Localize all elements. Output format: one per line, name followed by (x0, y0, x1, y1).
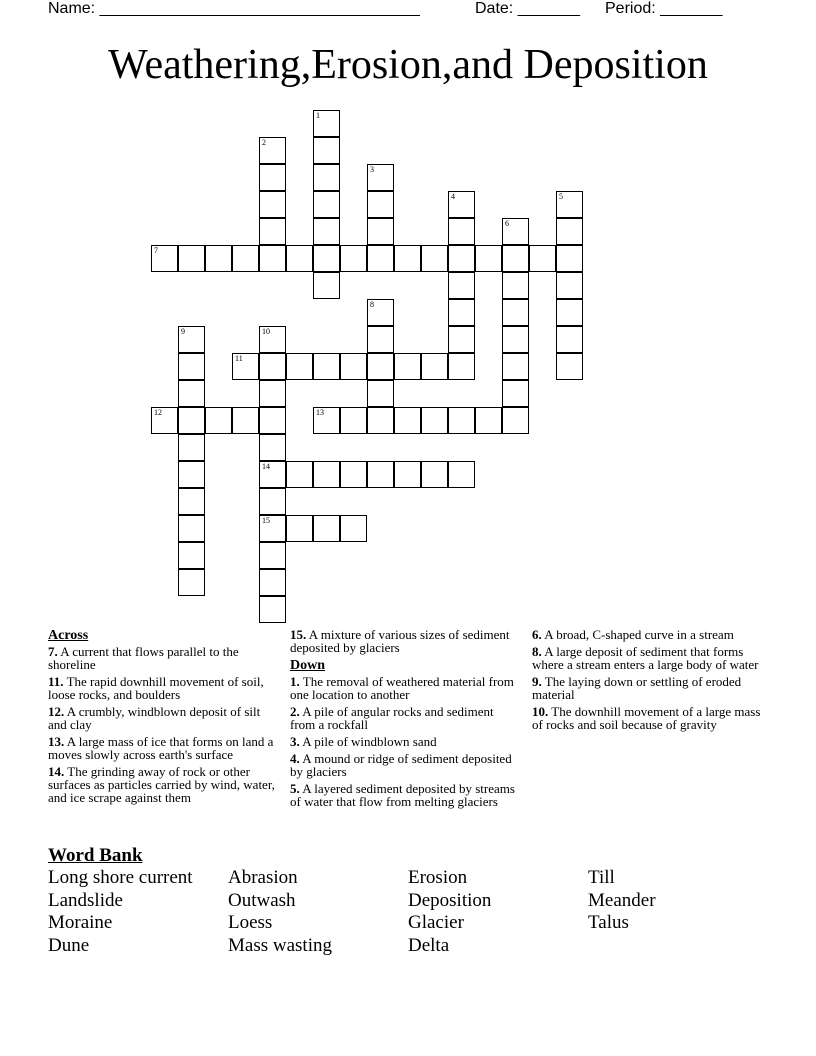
clue-number: 5 (559, 192, 563, 201)
crossword-cell[interactable] (178, 353, 205, 380)
crossword-cell[interactable] (286, 461, 313, 488)
crossword-cell[interactable] (367, 407, 394, 434)
clue-down-3: 3. A pile of windblown sand (290, 734, 437, 749)
crossword-cell[interactable] (340, 353, 367, 380)
crossword-cell[interactable] (178, 542, 205, 569)
word-bank-item: Delta (408, 935, 450, 956)
crossword-cell[interactable] (259, 164, 286, 191)
crossword-cell[interactable] (286, 245, 313, 272)
crossword-cell[interactable] (448, 218, 475, 245)
crossword-cell[interactable] (502, 218, 529, 245)
crossword-cell[interactable] (259, 380, 286, 407)
crossword-cell[interactable] (502, 245, 529, 272)
crossword-cell[interactable] (448, 353, 475, 380)
word-bank-item: Deposition (408, 890, 492, 911)
clue-number: 12 (154, 408, 162, 417)
crossword-cell[interactable] (313, 110, 340, 137)
clue-across-13: 13. A large mass of ice that forms on land a moves slowly across earth's surface (48, 734, 274, 762)
crossword-cell[interactable] (313, 461, 340, 488)
word-bank-item: Mass wasting (228, 935, 332, 956)
crossword-cell[interactable] (367, 164, 394, 191)
clues-column-3 (532, 628, 764, 735)
crossword-cell[interactable] (556, 272, 583, 299)
crossword-cell[interactable] (259, 488, 286, 515)
crossword-cell[interactable] (475, 245, 502, 272)
clue-number: 6 (505, 219, 509, 228)
clue-down-9: 9. The laying down or settling of eroded material (532, 674, 742, 702)
crossword-cell[interactable] (259, 542, 286, 569)
clues-column-2 (290, 628, 518, 812)
word-bank-item: Till (588, 867, 615, 888)
crossword-cell[interactable] (394, 461, 421, 488)
crossword-cell[interactable] (421, 353, 448, 380)
word-bank-item: Long shore current (48, 867, 193, 888)
clue-down-10: 10. The downhill movement of a large mass of rocks and soil because of gravity (532, 704, 761, 732)
crossword-cell[interactable] (178, 326, 205, 353)
crossword-cell[interactable] (313, 407, 340, 434)
word-bank-item: Glacier (408, 912, 464, 933)
crossword-cell[interactable] (448, 245, 475, 272)
crossword-cell[interactable] (448, 191, 475, 218)
crossword-cell[interactable] (313, 353, 340, 380)
crossword-cell[interactable] (313, 245, 340, 272)
crossword-cell[interactable] (178, 407, 205, 434)
crossword-cell[interactable] (448, 272, 475, 299)
clue-down-6: 6. A broad, C-shaped curve in a stream (532, 627, 734, 642)
crossword-cell[interactable] (340, 245, 367, 272)
crossword-cell[interactable] (367, 191, 394, 218)
crossword-cell[interactable] (178, 461, 205, 488)
crossword-cell[interactable] (259, 569, 286, 596)
crossword-cell[interactable] (178, 569, 205, 596)
crossword-cell[interactable] (556, 326, 583, 353)
clue-across-12: 12. A crumbly, windblown deposit of silt and clay (48, 704, 261, 732)
clue-number: 2 (262, 138, 266, 147)
clue-number: 15 (262, 516, 270, 525)
crossword-cell[interactable] (313, 164, 340, 191)
crossword-cell[interactable] (232, 407, 259, 434)
crossword-cell[interactable] (367, 461, 394, 488)
crossword-cell[interactable] (448, 461, 475, 488)
crossword-cell[interactable] (259, 515, 286, 542)
crossword-cell[interactable] (313, 137, 340, 164)
crossword-cell[interactable] (502, 407, 529, 434)
crossword-cell[interactable] (367, 326, 394, 353)
clue-number: 7 (154, 246, 158, 255)
word-bank-item: Talus (588, 912, 629, 933)
down-heading: Down (290, 658, 326, 673)
clue-across-11: 11. The rapid downhill movement of soil, loose rocks, and boulders (48, 674, 264, 702)
clue-number: 13 (316, 408, 324, 417)
crossword-cell[interactable] (259, 596, 286, 623)
crossword-cell[interactable] (259, 407, 286, 434)
crossword-cell[interactable] (178, 434, 205, 461)
crossword-cell[interactable] (313, 191, 340, 218)
crossword-cell[interactable] (448, 407, 475, 434)
crossword-cell[interactable] (421, 461, 448, 488)
word-bank-item: Meander (588, 890, 656, 911)
word-bank-item: Erosion (408, 867, 468, 888)
crossword-cell[interactable] (502, 326, 529, 353)
clue-number: 8 (370, 300, 374, 309)
crossword-cell[interactable] (367, 299, 394, 326)
clue-number: 10 (262, 327, 270, 336)
crossword-cell[interactable] (421, 245, 448, 272)
crossword-cell[interactable] (313, 515, 340, 542)
crossword-cell[interactable] (502, 380, 529, 407)
crossword-cell[interactable] (556, 245, 583, 272)
crossword-cell[interactable] (448, 326, 475, 353)
clue-down-1: 1. The removal of weathered material from one location to another (290, 674, 514, 702)
crossword-cell[interactable] (151, 407, 178, 434)
clue-number: 11 (235, 354, 243, 363)
crossword-cell[interactable] (286, 515, 313, 542)
crossword-cell[interactable] (394, 353, 421, 380)
word-bank-item: Abrasion (228, 867, 298, 888)
clue-down-2: 2. A pile of angular rocks and sediment from a rockfall (290, 704, 494, 732)
word-bank-item: Loess (228, 912, 273, 933)
page-title: Weathering,Erosion,and Deposition (108, 42, 708, 88)
crossword-cell[interactable] (178, 488, 205, 515)
word-bank-title: Word Bank (48, 845, 143, 866)
crossword-cell[interactable] (259, 353, 286, 380)
crossword-cell[interactable] (340, 461, 367, 488)
crossword-cell[interactable] (151, 245, 178, 272)
crossword-cell[interactable] (367, 380, 394, 407)
crossword-cell[interactable] (259, 218, 286, 245)
clue-number: 4 (451, 192, 455, 201)
crossword-cell[interactable] (232, 353, 259, 380)
crossword-cell[interactable] (556, 299, 583, 326)
word-bank-item: Landslide (48, 890, 123, 911)
clue-number: 9 (181, 327, 185, 336)
crossword-cell[interactable] (367, 218, 394, 245)
crossword-cell[interactable] (367, 245, 394, 272)
crossword-cell[interactable] (502, 299, 529, 326)
across-heading: Across (48, 628, 89, 643)
period-field-label: Period: _______ (605, 0, 723, 17)
crossword-cell[interactable] (394, 407, 421, 434)
date-field-label: Date: _______ (475, 0, 580, 17)
crossword-cell[interactable] (259, 326, 286, 353)
crossword-cell[interactable] (178, 515, 205, 542)
clue-number: 14 (262, 462, 270, 471)
crossword-cell[interactable] (286, 353, 313, 380)
word-bank-item: Outwash (228, 890, 296, 911)
crossword-cell[interactable] (502, 353, 529, 380)
clue-across-14: 14. The grinding away of rock or other surfaces as particles carried by wind, water, and ice scrape against them (48, 764, 275, 805)
word-bank-item: Moraine (48, 912, 113, 933)
crossword-cell[interactable] (448, 299, 475, 326)
crossword-cell[interactable] (394, 245, 421, 272)
crossword-cell[interactable] (556, 191, 583, 218)
crossword-cell[interactable] (340, 407, 367, 434)
crossword-cell[interactable] (367, 353, 394, 380)
clue-down-8: 8. A large deposit of sediment that forms where a stream enters a large body of water (532, 644, 759, 672)
clue-down-5: 5. A layered sediment deposited by streams of water that flow from melting glaciers (290, 781, 515, 809)
crossword-cell[interactable] (556, 353, 583, 380)
crossword-cell[interactable] (340, 515, 367, 542)
clues-column-1 (48, 628, 278, 808)
crossword-cell[interactable] (259, 461, 286, 488)
crossword-cell[interactable] (529, 245, 556, 272)
crossword-cell[interactable] (232, 245, 259, 272)
clue-across-7: 7. A current that flows parallel to the shoreline (48, 644, 239, 672)
crossword-cell[interactable] (178, 380, 205, 407)
clue-across-15: 15. A mixture of various sizes of sediment deposited by glaciers (290, 627, 510, 655)
crossword-cell[interactable] (259, 245, 286, 272)
crossword-cell[interactable] (178, 245, 205, 272)
crossword-cell[interactable] (259, 434, 286, 461)
crossword-cell[interactable] (475, 407, 502, 434)
crossword-cell[interactable] (556, 218, 583, 245)
clue-number: 1 (316, 111, 320, 120)
crossword-cell[interactable] (259, 191, 286, 218)
crossword-cell[interactable] (421, 407, 448, 434)
word-bank-item: Dune (48, 935, 90, 956)
clue-number: 3 (370, 165, 374, 174)
crossword-cell[interactable] (313, 218, 340, 245)
crossword-cell[interactable] (313, 272, 340, 299)
crossword-cell[interactable] (259, 137, 286, 164)
crossword-cell[interactable] (205, 245, 232, 272)
crossword-cell[interactable] (502, 272, 529, 299)
name-field-label: Name: ____________________________________ (48, 0, 420, 17)
crossword-cell[interactable] (205, 407, 232, 434)
clue-down-4: 4. A mound or ridge of sediment deposited by glaciers (290, 751, 512, 779)
